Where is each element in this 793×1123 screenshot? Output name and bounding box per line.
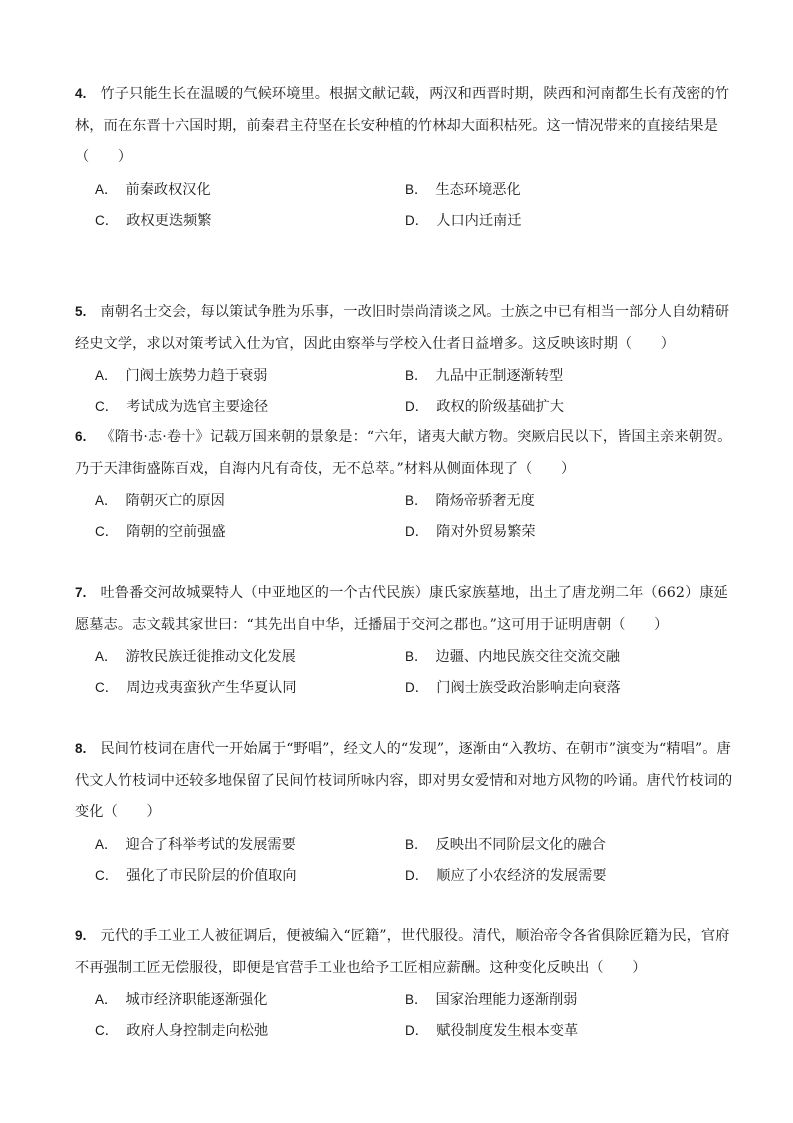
option-text: 门阀士族受政治影响走向衰落 — [436, 680, 621, 696]
option-text: 生态环境恶化 — [435, 181, 521, 198]
option-letter: A． — [95, 836, 118, 852]
question-7 — [75, 577, 735, 703]
option-text: 迎合了科举考试的发展需要 — [125, 836, 296, 853]
option-c[interactable] — [95, 516, 226, 548]
question-number: 6. — [75, 429, 87, 444]
option-letter: A． — [95, 493, 118, 508]
question-stem — [75, 920, 735, 984]
option-text: 隋对外贸易繁荣 — [436, 524, 536, 540]
option-text: 城市经济职能逐渐强化 — [125, 992, 268, 1008]
question-stem — [75, 733, 735, 829]
option-c[interactable] — [95, 391, 268, 423]
question-8 — [75, 733, 735, 891]
option-text: 隋炀帝骄奢无度 — [435, 493, 535, 509]
option-text: 考试成为选官主要途径 — [126, 399, 269, 415]
option-text: 强化了市民阶层的价值取向 — [126, 867, 297, 884]
option-a[interactable] — [95, 984, 267, 1016]
question-number: 7. — [75, 585, 87, 600]
question-6 — [75, 421, 735, 547]
option-d[interactable] — [405, 391, 564, 423]
option-a[interactable] — [95, 641, 296, 673]
option-text: 门阀士族势力趋于衰弱 — [125, 368, 268, 384]
option-b[interactable] — [405, 485, 535, 517]
question-stem — [75, 78, 735, 174]
option-list — [95, 984, 735, 1046]
option-c[interactable] — [95, 205, 211, 237]
option-list — [95, 174, 735, 236]
option-d[interactable] — [405, 860, 607, 892]
option-d[interactable] — [405, 672, 621, 704]
option-letter: B． — [405, 368, 428, 383]
question-stem — [75, 421, 735, 485]
question-4 — [75, 78, 735, 236]
option-letter: A． — [95, 181, 118, 197]
option-a[interactable] — [95, 360, 267, 392]
option-letter: A． — [95, 992, 118, 1007]
option-b[interactable] — [405, 360, 563, 392]
option-letter: D． — [405, 867, 429, 883]
option-text: 政权的阶级基础扩大 — [436, 399, 564, 415]
option-letter: A． — [95, 649, 118, 664]
option-list — [95, 641, 735, 703]
option-letter: C． — [95, 524, 119, 539]
option-letter: D． — [405, 524, 429, 539]
option-letter: B． — [405, 649, 428, 664]
option-text: 赋役制度发生根本变革 — [436, 1023, 579, 1039]
option-letter: D． — [405, 212, 429, 228]
option-text: 隋朝灭亡的原因 — [125, 493, 225, 509]
option-letter: D． — [405, 399, 429, 414]
option-a[interactable] — [95, 174, 211, 206]
option-letter: C． — [95, 867, 119, 883]
question-text: 吐鲁番交河故城粟特人（中亚地区的一个古代民族）康氏家族墓地，出土了唐龙朔二年（662）康延愿墓志。志文载其家世曰：“其先出自中华，迁播届于交河之郡也。”这可用于证明唐朝（ ） — [75, 585, 728, 633]
question-number: 4. — [75, 86, 87, 101]
option-text: 前秦政权汉化 — [125, 181, 211, 198]
question-stem — [75, 296, 735, 360]
option-b[interactable] — [405, 174, 521, 206]
option-text: 周边戎夷蛮狄产生华夏认同 — [126, 680, 297, 696]
option-text: 九品中正制逐渐转型 — [435, 368, 564, 384]
option-text: 边疆、内地民族交往交流交融 — [435, 649, 620, 665]
option-d[interactable] — [405, 205, 521, 237]
option-d[interactable] — [405, 1015, 578, 1047]
question-text: 元代的手工业工人被征调后，便被编入“匠籍”，世代服役。清代，顺治帝令各省俱除匠籍为民，官府不再强制工匠无偿服役，即便是官营手工业也给予工匠相应薪酬。这种变化反映出（ ） — [75, 928, 730, 976]
question-text: 《隋书·志·卷十》记载万国来朝的景象是：“六年，诸夷大献方物。突厥启民以下，皆国主亲来朝贺。乃于天津街盛陈百戏，自海内凡有奇伎，无不总萃。”材料从侧面体现了（ ） — [75, 429, 732, 477]
option-letter: C． — [95, 1023, 119, 1038]
option-letter: D． — [405, 1023, 429, 1038]
question-number: 8. — [75, 741, 87, 756]
option-letter: B． — [405, 181, 428, 197]
option-c[interactable] — [95, 860, 297, 892]
option-text: 隋朝的空前强盛 — [126, 524, 226, 540]
option-letter: D． — [405, 680, 429, 695]
option-b[interactable] — [405, 984, 577, 1016]
option-text: 顺应了小农经济的发展需要 — [436, 867, 607, 884]
question-text: 民间竹枝词在唐代一开始属于“野唱”，经文人的“发现”，逐渐由“入教坊、在朝市”演变为“精唱”。唐代文人竹枝词中还较多地保留了民间竹枝词所咏内容，即对男女爱情和对地方风物的吟诵。唐代竹枝词的变化（ ） — [75, 741, 733, 820]
option-text: 游牧民族迁徙推动文化发展 — [125, 649, 296, 665]
question-5 — [75, 296, 735, 422]
option-text: 人口内迁南迁 — [436, 212, 522, 229]
option-text: 政府人身控制走向松弛 — [126, 1023, 269, 1039]
option-c[interactable] — [95, 672, 297, 704]
option-letter: A． — [95, 368, 118, 383]
question-text: 竹子只能生长在温暖的气候环境里。根据文献记载，两汉和西晋时期，陕西和河南都生长有茂密的竹林，而在东晋十六国时期，前秦君主苻坚在长安种植的竹林却大面积枯死。这一情况带来的直接结果是（ ） — [75, 86, 730, 165]
option-letter: B． — [405, 992, 428, 1007]
option-text: 反映出不同阶层文化的融合 — [435, 836, 606, 853]
option-letter: B． — [405, 493, 428, 508]
option-list — [95, 829, 735, 891]
question-number: 9. — [75, 928, 87, 943]
option-a[interactable] — [95, 485, 225, 517]
option-text: 国家治理能力逐渐削弱 — [435, 992, 578, 1008]
option-d[interactable] — [405, 516, 536, 548]
option-b[interactable] — [405, 641, 620, 673]
question-number: 5. — [75, 304, 87, 319]
option-letter: C． — [95, 680, 119, 695]
option-list — [95, 360, 735, 422]
question-text: 南朝名士交会，每以策试争胜为乐事，一改旧时崇尚清谈之风。士族之中已有相当一部分人自幼精研经史文学，求以对策考试入仕为官，因此由察举与学校入仕者日益增多。这反映该时期（ ） — [75, 304, 730, 352]
option-b[interactable] — [405, 829, 606, 861]
question-stem — [75, 577, 735, 641]
option-a[interactable] — [95, 829, 296, 861]
option-text: 政权更迭频繁 — [126, 212, 212, 229]
option-letter: C． — [95, 399, 119, 414]
option-c[interactable] — [95, 1015, 268, 1047]
option-list — [95, 485, 735, 547]
option-letter: C． — [95, 212, 119, 228]
question-9 — [75, 920, 735, 1046]
option-letter: B． — [405, 836, 428, 852]
